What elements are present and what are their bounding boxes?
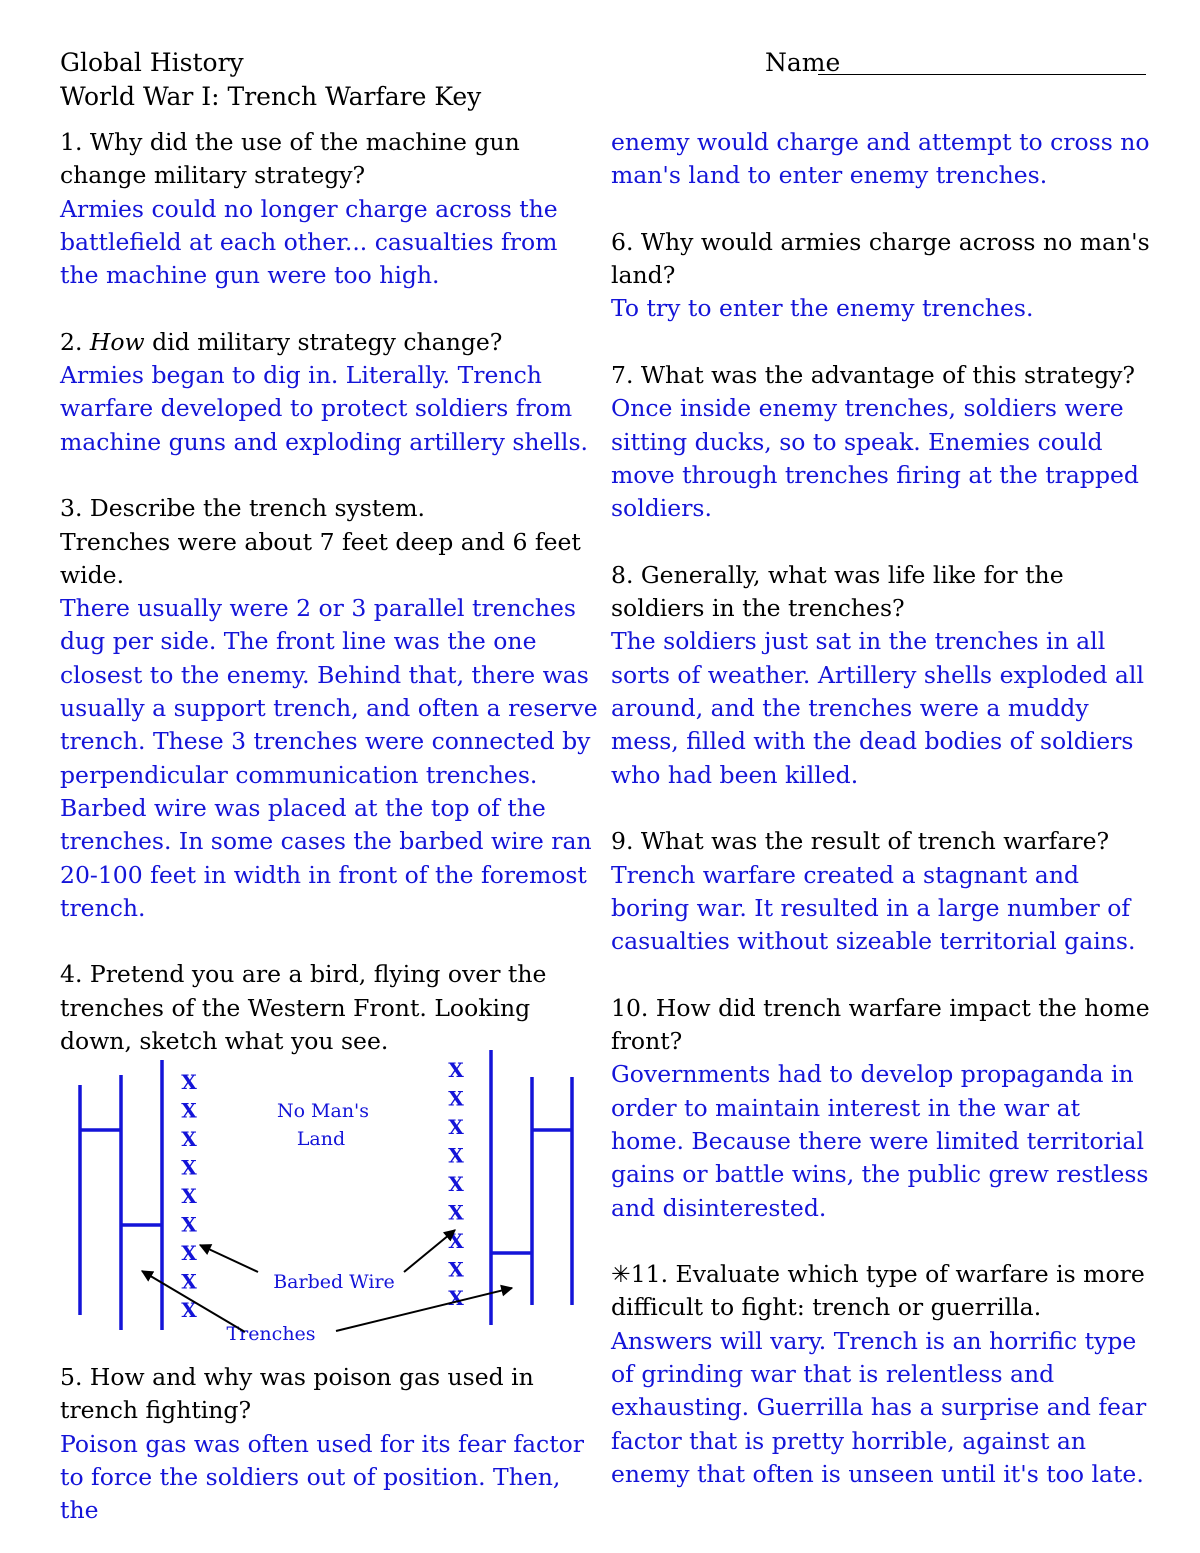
barbed-wire-mark: X xyxy=(448,1229,464,1253)
course-title: Global History xyxy=(60,48,244,77)
barbed-wire-mark: X xyxy=(181,1127,197,1151)
barbed-wire-mark: X xyxy=(181,1241,197,1265)
answer-5-continued: enemy would charge and attempt to cross no man's land to enter enemy trenches. xyxy=(611,128,1150,190)
no-mans-land-label: Land xyxy=(296,1128,346,1150)
right-column xyxy=(611,126,1151,1491)
answer-5-start: Poison gas was often used for its fear factor to force the soldiers out of position. Then, the xyxy=(60,1429,585,1525)
question-9: 9. What was the result of trench warfare? xyxy=(611,827,1110,856)
answer-1: Armies could no longer charge across the battlefield at each other... casualties from the machine gun were too high. xyxy=(60,194,558,290)
question-3: 3. Describe the trench system. xyxy=(60,494,425,523)
trenches-arrow xyxy=(336,1288,512,1331)
question-7: 7. What was the advantage of this strategy? xyxy=(611,361,1136,390)
question-6: 6. Why would armies charge across no man's land? xyxy=(611,227,1150,290)
trench-sketch xyxy=(60,1045,600,1345)
worksheet-title: World War I: Trench Warfare Key xyxy=(60,82,482,111)
barbed-wire-arrow xyxy=(200,1245,258,1272)
barbed-wire-mark: X xyxy=(448,1143,464,1168)
name-label: Name xyxy=(765,48,841,77)
asterisk-icon: ✳ xyxy=(611,1260,631,1289)
no-mans-land-label: No Man's xyxy=(276,1100,370,1122)
answer-3-part2: Barbed wire was placed at the top of the trenches. In some cases the barbed wire ran 20-100 feet in width in front of the foremost trench. xyxy=(60,793,592,922)
answer-8: The soldiers just sat in the trenches in all sorts of weather. Artillery shells exploded all around, and the trenches were a muddy mess, filled with the dead bodies of soldiers who had been killed. xyxy=(611,627,1144,789)
answer-10: Governments had to develop propaganda in order to maintain interest in the war at home. Because there were limited territorial gains or battle wins, the public grew restless and disinterested. xyxy=(611,1060,1149,1222)
barbed-wire-mark: X xyxy=(448,1200,464,1225)
left-barbed-wire xyxy=(181,1070,197,1322)
question-1: 1. Why did the use of the machine gun change military strategy? xyxy=(60,128,520,190)
right-barbed-wire xyxy=(448,1058,464,1310)
answer-7: Once inside enemy trenches, soldiers were sitting ducks, so to speak. Enemies could move through trenches firing at the trapped soldiers. xyxy=(611,394,1139,523)
barbed-wire-mark: X xyxy=(448,1058,464,1082)
barbed-wire-mark: X xyxy=(181,1098,197,1123)
question-2-emphasis: How xyxy=(89,327,145,356)
answer-9: Trench warfare created a stagnant and boring war. It resulted in a large number of casualties without sizeable territorial gains. xyxy=(611,860,1136,956)
barbed-wire-mark: X xyxy=(181,1269,197,1294)
barbed-wire-mark: X xyxy=(448,1172,464,1196)
answer-3-part1: There usually were 2 or 3 parallel trenches dug per side. The front line was the one closest to the enemy. Behind that, there was usually a support trench, and often a reserve trench. These 3 trenches were connected by perpendicular communication trenches. xyxy=(60,594,598,789)
barbed-wire-mark: X xyxy=(448,1115,464,1139)
barbed-wire-mark: X xyxy=(181,1155,197,1180)
barbed-wire-label: Barbed Wire xyxy=(273,1271,395,1293)
answer-2: Armies began to dig in. Literally. Trench warfare developed to protect soldiers from machine guns and exploding artillery shells. xyxy=(60,361,588,456)
barbed-wire-mark: X xyxy=(181,1298,197,1322)
right-trenches xyxy=(491,1050,572,1325)
barbed-wire-mark: X xyxy=(181,1184,197,1208)
trenches-label: Trenches xyxy=(226,1323,316,1345)
barbed-wire-mark: X xyxy=(448,1086,464,1111)
barbed-wire-mark: X xyxy=(181,1070,197,1094)
answer-11: Answers will vary. Trench is an horrific type of grinding war that is relentless and exhausting. Guerrilla has a surprise and fear factor that is pretty horrible, against an enemy that often is unseen until it's too late. xyxy=(611,1326,1147,1488)
answer-6: To try to enter the enemy trenches. xyxy=(611,294,1034,323)
question-4: 4. Pretend you are a bird, flying over the trenches of the Western Front. Looking down, sketch what you see. xyxy=(60,960,547,1056)
question-10: 10. How did trench warfare impact the home front? xyxy=(611,993,1150,1056)
question-3-given: Trenches were about 7 feet deep and 6 feet wide. xyxy=(60,527,581,589)
barbed-wire-mark: X xyxy=(448,1286,464,1310)
barbed-wire-mark: X xyxy=(181,1212,197,1237)
question-8: 8. Generally, what was life like for the soldiers in the trenches? xyxy=(611,560,1064,623)
barbed-wire-mark: X xyxy=(448,1257,464,1282)
left-trenches xyxy=(80,1060,162,1330)
name-field[interactable] xyxy=(818,74,1146,75)
question-11: ✳11. Evaluate which type of warfare is more difficult to fight: trench or guerrilla. xyxy=(611,1260,1145,1322)
question-2: 2. How did military strategy change? xyxy=(60,327,503,356)
question-5: 5. How and why was poison gas used in trench fighting? xyxy=(60,1363,534,1425)
left-column xyxy=(60,126,600,1058)
left-column-bottom xyxy=(60,1361,600,1527)
